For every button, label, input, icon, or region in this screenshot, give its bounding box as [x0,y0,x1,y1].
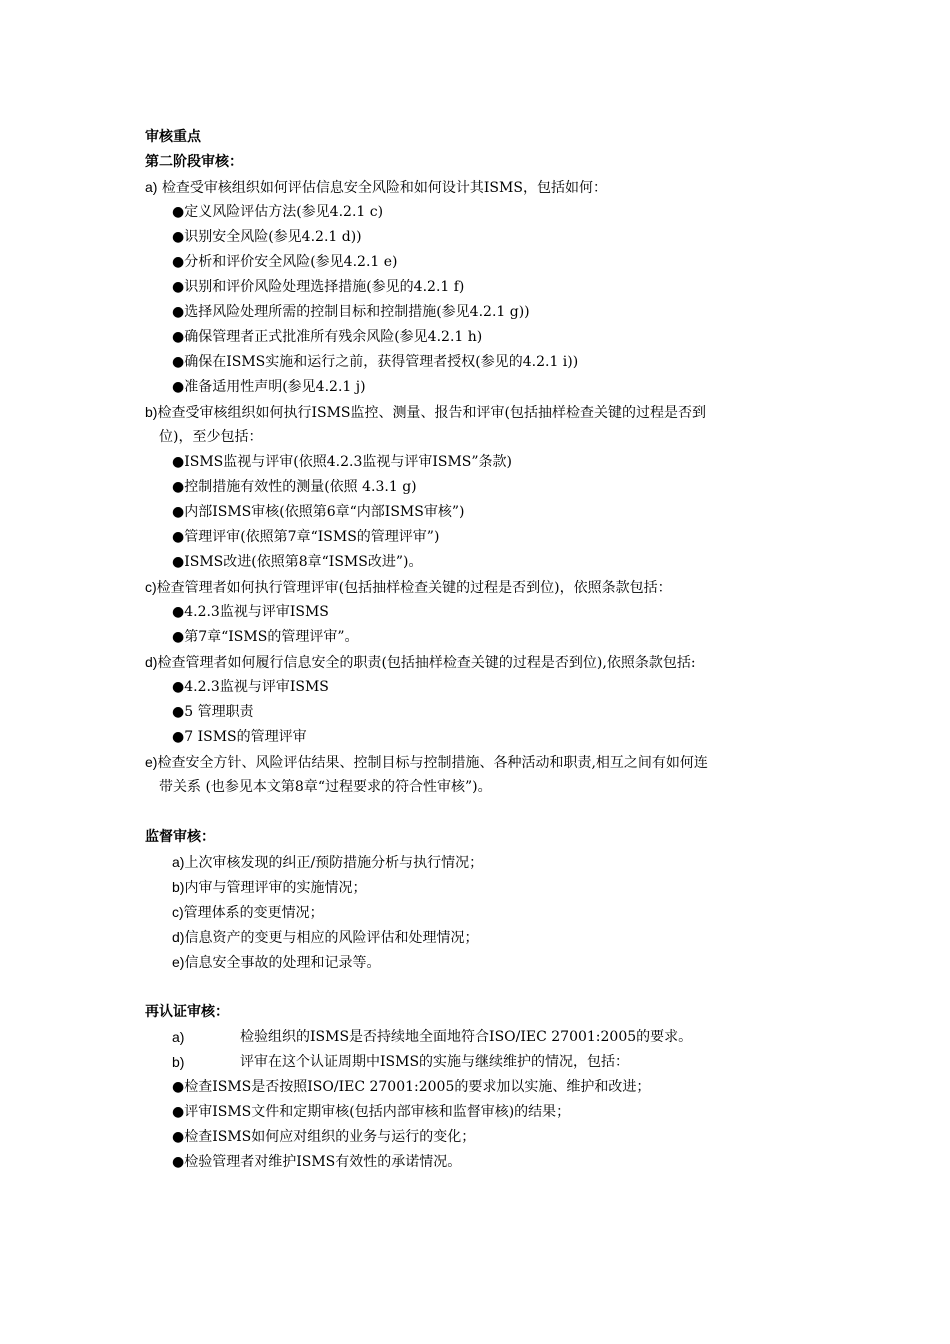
list-text: 上次审核发现的纠正/预防措施分析与执行情况； [184,855,484,871]
bullet-item: ●控制措施有效性的测量(依照 4.3.1 g) [172,479,417,495]
bullet-item: ●7 ISMS的管理评审 [172,729,307,745]
bullet-item: ●4.2.3监视与评审ISMS [172,604,329,620]
list-item [172,853,483,872]
bullet-item: ●检查ISMS是否按照ISO/IEC 27001:2005的要求加以实施、维护和改进； [172,1079,651,1095]
item-e-continuation: 带关系 (也参见本文第8章“过程要求的符合性审核”)。 [159,779,492,795]
recert-heading: 再认证审核： [145,1004,229,1020]
bullet-item: ●识别和评价风险处理选择措施(参见的4.2.1 f) [172,279,465,295]
list-item [172,953,380,972]
item-c [145,578,672,597]
item-e-text: 检查安全方针、风险评估结果、控制目标与控制措施、各种活动和职责,相互之间有如何连 [157,755,708,771]
list-item [172,928,478,947]
item-a-text: 检查受审核组织如何评估信息安全风险和如何设计其ISMS，包括如何： [157,180,607,196]
bullet-item: ●分析和评价安全风险(参见4.2.1 e) [172,254,398,270]
list-item [172,878,366,897]
list-marker: c) [172,904,184,920]
item-c-marker: c) [145,579,157,595]
item-e [145,753,708,772]
bullet-item: ●内部ISMS审核(依照第6章“内部ISMS审核”) [172,504,465,520]
list-marker: a) [172,1029,185,1045]
bullet-item: ●ISMS监视与评审(依照4.2.3监视与评审ISMS”条款) [172,454,513,470]
item-b [145,403,706,422]
bullet-item: ●准备适用性声明(参见4.2.1 j) [172,379,366,395]
bullet-item: ●检查ISMS如何应对组织的业务与运行的变化； [172,1129,476,1145]
item-e-marker: e) [145,754,158,770]
list-marker: a) [172,854,185,870]
bullet-item: ●ISMS改进(依照第8章“ISMS改进”)。 [172,554,423,570]
list-text: 管理体系的变更情况； [183,905,324,921]
item-b-marker: b) [145,404,158,420]
bullet-item: ●定义风险评估方法(参见4.2.1 c) [172,204,384,220]
list-text: 内审与管理评审的实施情况； [184,880,367,896]
bullet-item: ●确保管理者正式批准所有残余风险(参见4.2.1 h) [172,329,483,345]
list-text: 检验组织的ISMS是否持续地全面地符合ISO/IEC 27001:2005的要求。 [240,1029,693,1045]
list-text: 评审在这个认证周期中ISMS的实施与继续维护的情况，包括： [240,1054,630,1070]
bullet-item: ●确保在ISMS实施和运行之前，获得管理者授权(参见的4.2.1 i)) [172,354,579,370]
bullet-item: ●4.2.3监视与评审ISMS [172,679,329,695]
list-text: 信息资产的变更与相应的风险评估和处理情况； [184,930,479,946]
item-c-text: 检查管理者如何执行管理评审(包括抽样检查关键的过程是否到位)，依照条款包括： [156,580,672,596]
item-d-text: 检查管理者如何履行信息安全的职责(包括抽样检查关键的过程是否到位),依照条款包括: [157,655,696,671]
list-text: 信息安全事故的处理和记录等。 [184,955,381,971]
bullet-item: ●5 管理职责 [172,704,254,720]
item-b-continuation: 位)，至少包括： [159,429,263,445]
list-marker: e) [172,954,185,970]
stage2-heading: 第二阶段审核： [145,154,243,170]
item-d [145,653,696,672]
bullet-item: ●管理评审(依照第7章“ISMS的管理评审”) [172,529,440,545]
item-a [145,178,607,197]
list-item [172,903,324,922]
item-b-text: 检查受审核组织如何执行ISMS监控、测量、报告和评审(包括抽样检查关键的过程是否到 [157,405,706,421]
item-d-marker: d) [145,654,158,670]
surveillance-heading: 监督审核： [145,829,215,845]
item-a-marker: a) [145,179,158,195]
list-marker: b) [172,879,185,895]
bullet-item: ●第7章“ISMS的管理评审”。 [172,629,359,645]
list-marker: d) [172,929,185,945]
section-title: 审核重点 [145,129,201,145]
list-marker: b) [172,1054,185,1070]
bullet-item: ●选择风险处理所需的控制目标和控制措施(参见4.2.1 g)) [172,304,530,320]
bullet-item: ●识别安全风险(参见4.2.1 d)) [172,229,362,245]
bullet-item: ●检验管理者对维护ISMS有效性的承诺情况。 [172,1154,462,1170]
bullet-item: ●评审ISMS文件和定期审核(包括内部审核和监督审核)的结果； [172,1104,571,1120]
